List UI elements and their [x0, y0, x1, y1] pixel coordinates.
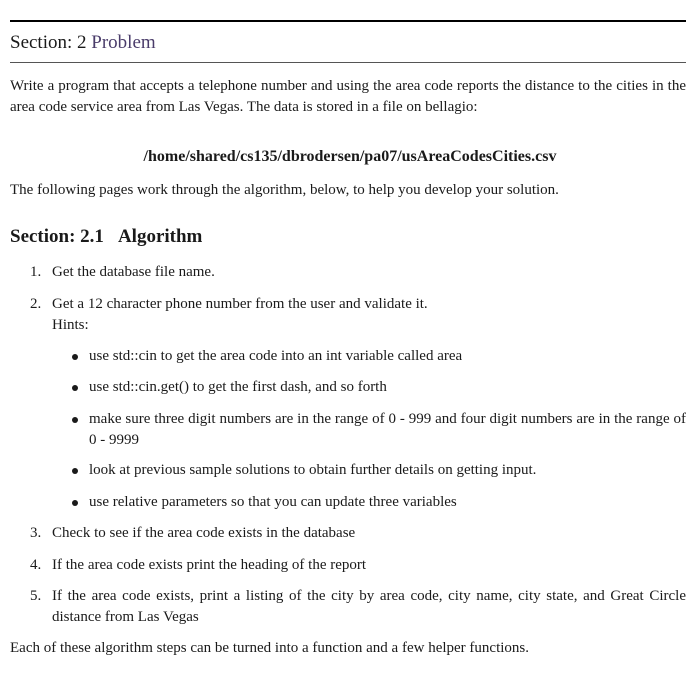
list-item	[30, 523, 686, 544]
hint-text: make sure three digit numbers are in the range of 0 - 999 and four digit numbers are in the range of 0 - 9999	[89, 411, 686, 448]
step-text: Check to see if the area code exists in the database	[52, 525, 356, 541]
step-number: 3.	[30, 525, 42, 541]
subsection-heading	[10, 226, 202, 248]
section-rule	[10, 62, 686, 63]
section-label: Section: 2	[10, 32, 87, 53]
list-item	[30, 555, 686, 576]
step-text: If the area code exists print the heading of the report	[52, 557, 367, 573]
list-item	[30, 294, 686, 315]
step-number: 2.	[30, 296, 42, 312]
bullet-icon	[72, 468, 78, 474]
step-text: Get the database file name.	[52, 264, 215, 280]
list-item	[72, 377, 686, 398]
step-number: 4.	[30, 557, 42, 573]
following-paragraph: The following pages work through the algorithm, below, to help you develop your solution.	[10, 182, 559, 198]
top-rule	[10, 20, 686, 22]
hint-text: use relative parameters so that you can update three variables	[89, 494, 457, 510]
closing-paragraph: Each of these algorithm steps can be turned into a function and a few helper functions.	[10, 640, 529, 656]
list-item	[30, 586, 686, 627]
bullet-icon	[72, 417, 78, 423]
bullet-icon	[72, 500, 78, 506]
subsection-title: Algorithm	[117, 226, 203, 247]
list-item	[30, 262, 686, 283]
subsection-label: Section: 2.1	[10, 226, 104, 247]
hint-text: use std::cin to get the area code into an int variable called area	[89, 348, 463, 364]
step-text: If the area code exists, print a listing of the city by area code, city name, city state, and Great Circle distance from Las Vegas	[52, 588, 686, 625]
list-item	[72, 460, 686, 481]
bullet-icon	[72, 354, 78, 360]
step-number: 5.	[30, 588, 42, 604]
list-item	[72, 346, 686, 367]
bullet-icon	[72, 385, 78, 391]
hints-label-row	[30, 315, 686, 336]
list-item	[72, 409, 686, 450]
section-heading	[10, 32, 156, 54]
section-title: Problem	[91, 32, 156, 53]
hint-text: look at previous sample solutions to obtain further details on getting input.	[89, 462, 537, 478]
list-item	[72, 492, 686, 513]
intro-paragraph: Write a program that accepts a telephone number and using the area code reports the distance to the cities in the area code service area from Las Vegas. The data is stored in a file on bellagio:	[10, 78, 686, 115]
hint-text: use std::cin.get() to get the first dash, and so forth	[89, 379, 387, 395]
step-number: 1.	[30, 264, 42, 280]
step-text: Get a 12 character phone number from the user and validate it.	[52, 296, 428, 312]
file-path: /home/shared/cs135/dbrodersen/pa07/usAreaCodesCities.csv	[143, 148, 557, 165]
hints-label: Hints:	[52, 317, 89, 333]
